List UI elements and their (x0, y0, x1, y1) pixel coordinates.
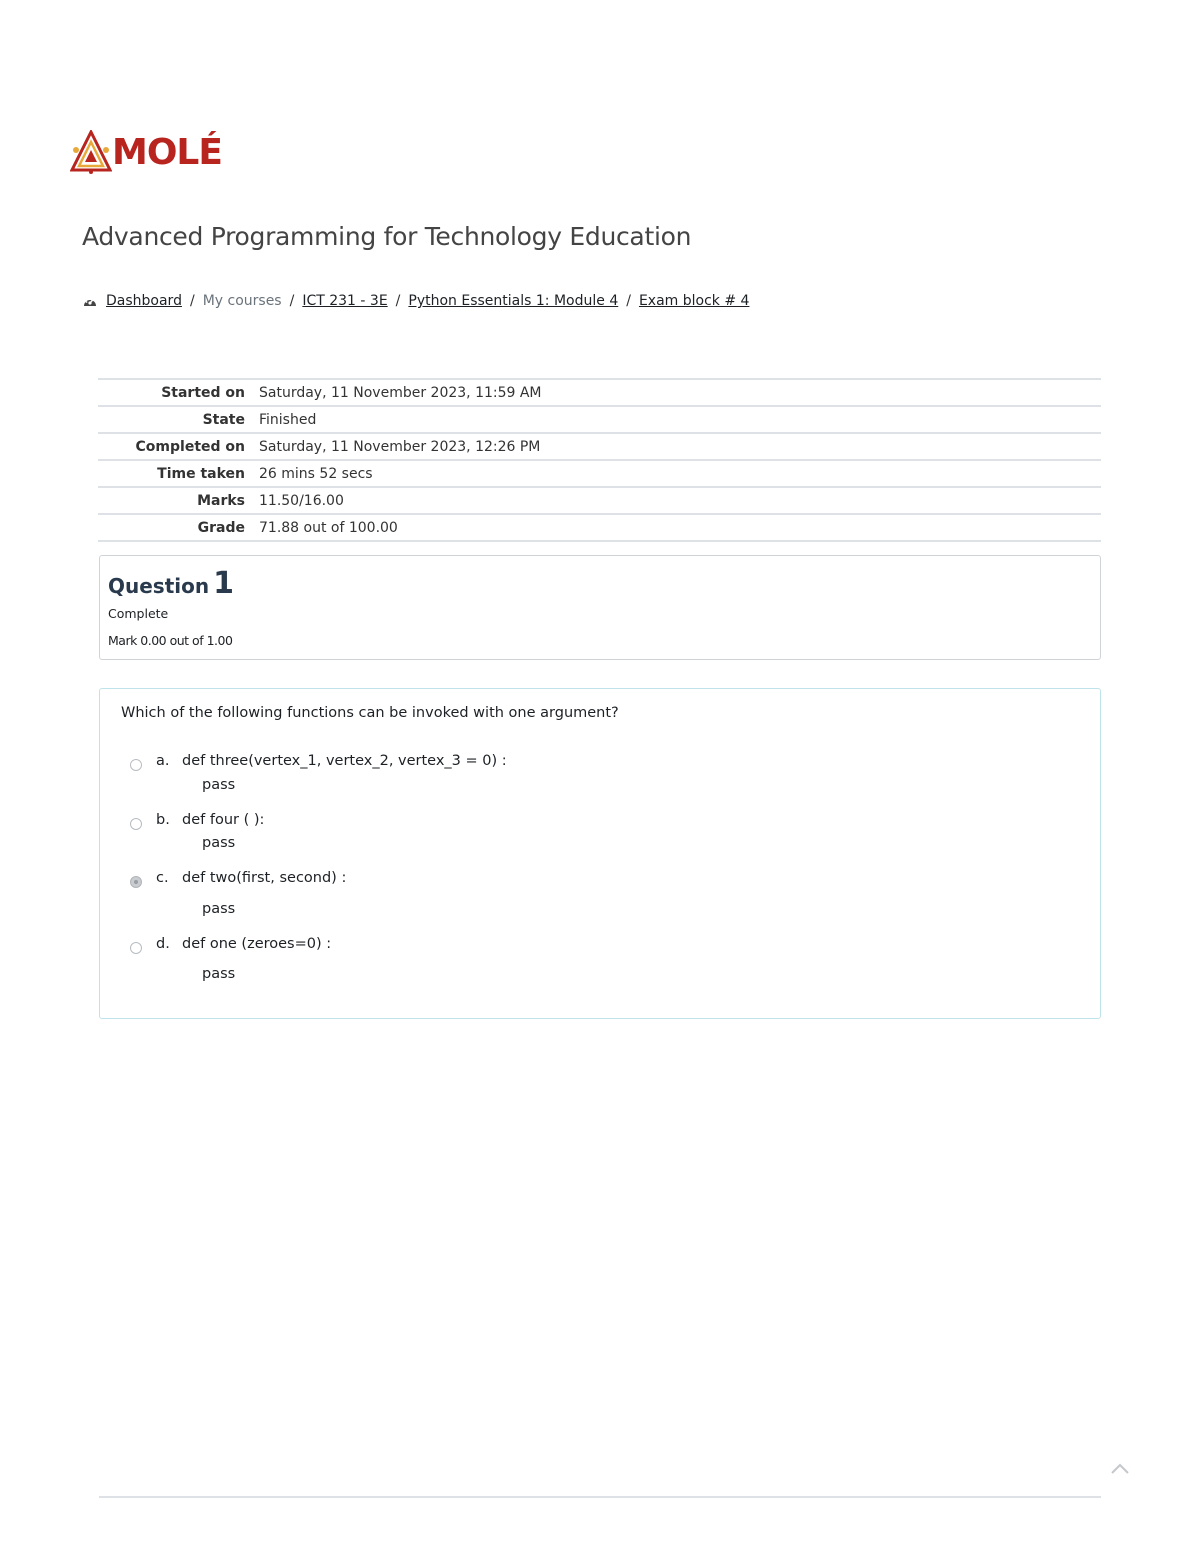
option-body: pass (202, 966, 236, 982)
option-code: def two(first, second) : (182, 870, 347, 886)
option-body: pass (202, 777, 236, 793)
breadcrumb-module[interactable]: Python Essentials 1: Module 4 (408, 293, 619, 309)
summary-value: Saturday, 11 November 2023, 11:59 AM (259, 379, 1101, 406)
breadcrumb-course[interactable]: ICT 231 - 3E (302, 293, 388, 309)
question-number (108, 566, 234, 601)
breadcrumb-separator: / (395, 293, 401, 309)
footer-divider (99, 1496, 1101, 1498)
breadcrumb-my-courses: My courses (202, 293, 282, 309)
question-word: Question (108, 574, 210, 598)
question-mark: Mark 0.00 out of 1.00 (108, 633, 233, 648)
option-code: def one (zeroes=0) : (182, 936, 332, 952)
page-title: Advanced Programming for Technology Education (82, 222, 692, 251)
option-code: def three(vertex_1, vertex_2, vertex_3 = 0) : (182, 753, 507, 769)
question-state: Complete (108, 606, 169, 621)
breadcrumb-dashboard[interactable]: Dashboard (106, 293, 182, 309)
option-letter: d. (156, 936, 170, 952)
breadcrumb-separator: / (189, 293, 195, 309)
summary-row-started (98, 379, 1101, 406)
radio-button[interactable] (130, 942, 142, 954)
summary-row-time-taken (98, 460, 1101, 487)
summary-value: 71.88 out of 100.00 (259, 514, 1101, 541)
summary-row-state (98, 406, 1101, 433)
breadcrumb-separator: / (626, 293, 631, 309)
option-code: def four ( ): (182, 812, 265, 828)
summary-label: Grade (98, 514, 259, 541)
breadcrumb-exam-block[interactable]: Exam block # 4 (638, 293, 750, 309)
summary-value: 11.50/16.00 (259, 487, 1101, 514)
dashboard-icon (82, 294, 98, 308)
logo-text: MOLÉ (112, 131, 222, 173)
question-info-box (99, 555, 1101, 660)
summary-row-completed (98, 433, 1101, 460)
summary-label: Started on (98, 379, 259, 406)
breadcrumb (82, 293, 749, 309)
triangle-emblem-icon (70, 130, 112, 174)
chevron-up-icon (1109, 1463, 1131, 1480)
summary-row-marks (98, 487, 1101, 514)
option-body: pass (202, 901, 236, 917)
option-letter: a. (156, 753, 170, 769)
radio-button[interactable] (130, 759, 142, 771)
back-to-top-button[interactable] (1109, 1460, 1131, 1481)
question-number-value: 1 (213, 566, 234, 601)
summary-value: Finished (259, 406, 1101, 433)
site-logo[interactable] (70, 130, 222, 174)
question-text: Which of the following functions can be invoked with one argument? (121, 705, 619, 721)
attempt-summary-table (98, 378, 1101, 542)
summary-label: Time taken (98, 460, 259, 487)
summary-row-grade (98, 514, 1101, 541)
summary-label: Marks (98, 487, 259, 514)
summary-value: 26 mins 52 secs (259, 460, 1101, 487)
radio-button[interactable] (130, 818, 142, 830)
summary-label: Completed on (98, 433, 259, 460)
breadcrumb-separator: / (289, 293, 295, 309)
radio-button-selected[interactable] (130, 876, 142, 888)
question-content-box (99, 688, 1101, 1019)
summary-label: State (98, 406, 259, 433)
option-body: pass (202, 835, 236, 851)
summary-value: Saturday, 11 November 2023, 12:26 PM (259, 433, 1101, 460)
option-letter: c. (156, 870, 169, 886)
option-letter: b. (156, 812, 170, 828)
